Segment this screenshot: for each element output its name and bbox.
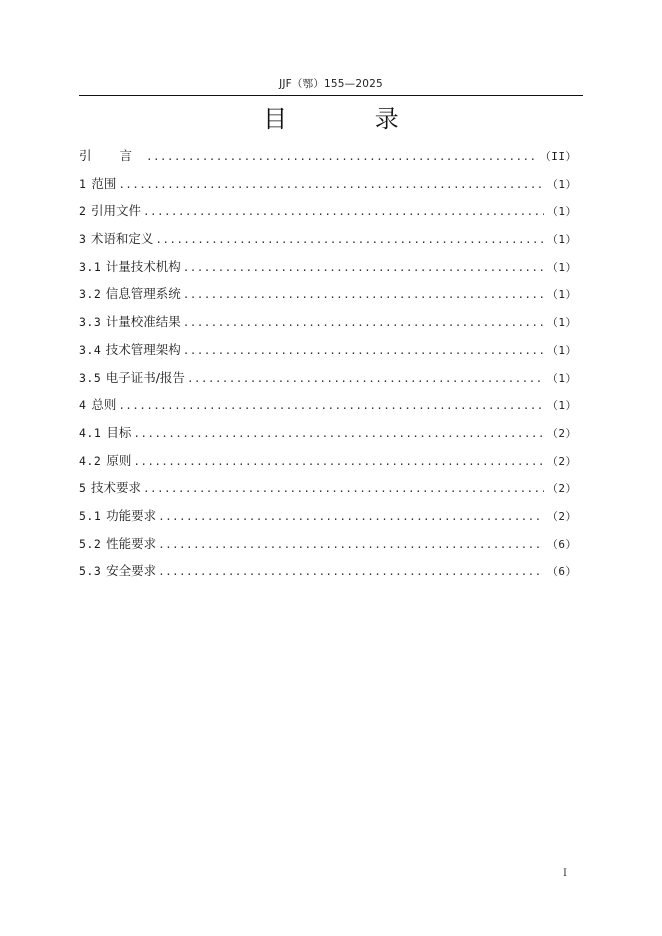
toc-entry-page: （1）: [546, 399, 577, 413]
toc-entry-label: 技术要求: [91, 480, 142, 496]
document-code: JJF（鄂）155—2025: [279, 78, 383, 90]
toc-entry-number: 3: [79, 232, 87, 247]
toc-entry-3-2[interactable]: [79, 282, 577, 310]
toc-entry-page: （1）: [546, 177, 577, 191]
toc-leader-dots: [183, 339, 544, 363]
toc-entry-label: 技术管理架构: [105, 341, 181, 357]
toc-entry-4-1[interactable]: [79, 421, 577, 449]
toc-entry-page: （2）: [546, 426, 577, 440]
toc-entry-label: 原则: [106, 452, 132, 468]
toc-entry-3-4[interactable]: [79, 338, 577, 366]
toc-leader-dots: [158, 533, 544, 557]
toc-entry-label: 性能要求: [106, 535, 157, 551]
toc-leader-dots: [187, 367, 544, 391]
toc-entry-3-1[interactable]: [79, 255, 577, 283]
toc-entry-label: 术语和定义: [90, 231, 154, 247]
toc-entry-label: 信息管理系统: [105, 286, 181, 302]
toc-leader-dots: [183, 256, 544, 280]
toc-entry-number: 3.1: [79, 259, 102, 274]
toc-entry-number: 3.5: [79, 370, 102, 385]
toc-entry-page: （2）: [546, 482, 577, 496]
table-of-contents: [79, 144, 577, 587]
toc-entry-label: 功能要求: [106, 507, 157, 523]
toc-leader-dots: [183, 311, 544, 335]
toc-entry-page: （II）: [539, 150, 577, 163]
toc-entry-page: （1）: [546, 233, 577, 247]
toc-entry-page: （6）: [546, 537, 577, 551]
toc-entry-label: 范围: [91, 175, 117, 191]
toc-entry-4-2[interactable]: [79, 449, 577, 477]
toc-leader-dots: [133, 422, 543, 446]
toc-leader-dots: [158, 560, 544, 584]
toc-leader-dots: [143, 200, 544, 224]
toc-entry-number: 5.3: [79, 564, 102, 579]
toc-entry-page: （1）: [546, 260, 577, 274]
toc-leader-dots: [133, 450, 543, 474]
toc-entry-number: 5.1: [79, 508, 102, 523]
toc-entry-introduction[interactable]: [79, 144, 577, 172]
toc-entry-page: （1）: [546, 205, 577, 219]
toc-entry-page: （1）: [546, 371, 577, 385]
toc-entry-label: 总则: [91, 397, 117, 413]
toc-leader-dots: [118, 394, 544, 418]
toc-entry-page: （2）: [546, 454, 577, 468]
toc-leader-dots: [155, 228, 543, 252]
toc-entry-page: （6）: [546, 565, 577, 579]
toc-entry-page: （1）: [546, 316, 577, 330]
toc-entry-1[interactable]: [79, 172, 577, 200]
toc-entry-number: 3.4: [79, 342, 102, 357]
toc-entry-5-1[interactable]: [79, 504, 577, 532]
toc-entry-number: 3.3: [79, 315, 102, 330]
toc-entry-5[interactable]: [79, 476, 577, 504]
toc-entry-number: 3.2: [79, 287, 102, 302]
toc-leader-dots: [158, 505, 544, 529]
toc-entry-label: 引用文件: [91, 203, 142, 219]
toc-entry-label: 计量校准结果: [105, 314, 181, 330]
toc-entry-label: 计量技术机构: [105, 258, 181, 274]
toc-entry-number: 5.2: [79, 536, 102, 551]
toc-entry-number: 4: [79, 398, 87, 413]
toc-entry-3-3[interactable]: [79, 310, 577, 338]
header-divider: [79, 95, 583, 96]
toc-entry-page: （2）: [546, 509, 577, 523]
toc-leader-dots: [146, 145, 537, 169]
toc-entry-number: 5: [79, 481, 87, 496]
toc-entry-3-5[interactable]: [79, 366, 577, 394]
toc-entry-page: （1）: [546, 343, 577, 357]
toc-entry-number: 4.2: [79, 453, 102, 468]
toc-entry-number: 1: [79, 176, 87, 191]
toc-entry-number: 2: [79, 204, 87, 219]
toc-entry-5-3[interactable]: [79, 559, 577, 587]
page-title: 目 录: [263, 105, 439, 133]
toc-entry-label: 安全要求: [106, 563, 157, 579]
toc-entry-number: 4.1: [79, 425, 102, 440]
toc-entry-label: 电子证书/报告: [105, 369, 185, 385]
toc-leader-dots: [118, 173, 544, 197]
toc-entry-4[interactable]: [79, 393, 577, 421]
page-number: I: [563, 868, 567, 879]
toc-entry-3[interactable]: [79, 227, 577, 255]
toc-entry-2[interactable]: [79, 199, 577, 227]
toc-entry-page: （1）: [546, 288, 577, 302]
toc-leader-dots: [143, 477, 544, 501]
toc-entry-label: 目标: [106, 424, 132, 440]
toc-entry-5-2[interactable]: [79, 532, 577, 560]
toc-entry-label: 引 言: [79, 148, 144, 163]
toc-leader-dots: [183, 283, 544, 307]
